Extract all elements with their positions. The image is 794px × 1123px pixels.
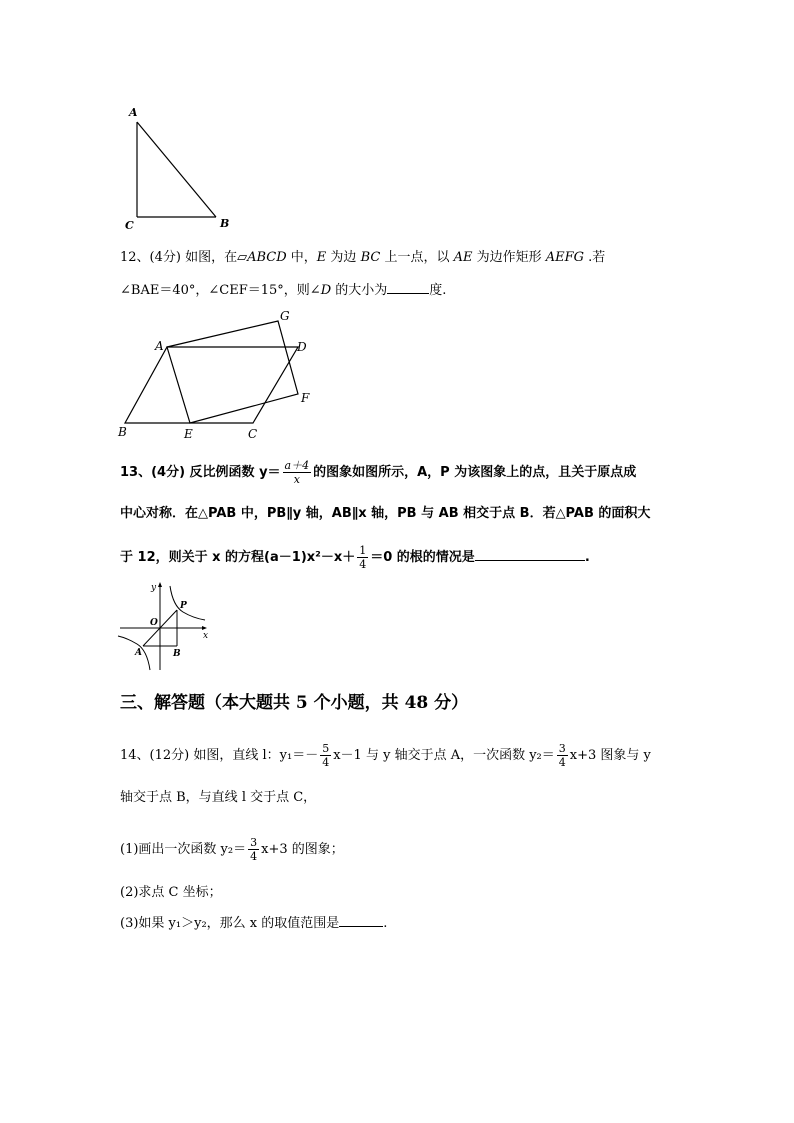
q14-p3-prefix: (3)如果 y₁＞y₂，那么 x 的取值范围是 — [120, 916, 340, 931]
fraction-denominator: 4 — [250, 850, 258, 863]
q12-angle1: ∠BAE＝40°， — [120, 283, 209, 298]
label-o: O — [150, 618, 158, 628]
q12-e: E — [316, 250, 327, 265]
q14-p2: (2)求点 C 坐标； — [120, 885, 222, 900]
q12-end1: .若 — [584, 250, 606, 265]
q13-line3 — [120, 544, 590, 571]
label-p: P — [180, 601, 187, 611]
hyperbola-branch-lower — [118, 636, 150, 670]
q12-answer-blank[interactable] — [387, 281, 429, 294]
label-b: B — [118, 425, 127, 439]
q12-prefix: 12、(4分) 如图，在 — [120, 250, 238, 265]
q14-l1-prefix: 14、(12分) 如图，直线 l：y₁＝－ — [120, 748, 319, 763]
q12-bc: BC — [360, 250, 381, 265]
parallelogram-symbol: ▱ — [237, 250, 248, 265]
fraction-denominator: 4 — [322, 756, 330, 769]
parallelogram-figure — [115, 305, 325, 445]
q14-fraction-three-quarters — [557, 742, 568, 769]
label-g: G — [280, 309, 290, 323]
q14-fraction-five-quarters — [320, 742, 331, 769]
hyperbola-figure — [115, 578, 215, 673]
q13-l3-end: . — [584, 550, 590, 565]
label-a: A — [129, 106, 138, 119]
q14-line1 — [120, 742, 651, 769]
label-x: x — [203, 631, 209, 641]
q14-line2 — [120, 789, 316, 807]
label-f: F — [301, 391, 310, 405]
label-d: D — [297, 340, 307, 354]
q12-abcd: ABCD — [247, 250, 287, 265]
label-y: y — [151, 583, 157, 593]
label-c: C — [248, 427, 258, 441]
q14-l1-suffix: x+3 图象与 y — [569, 748, 651, 763]
label-b: B — [173, 649, 181, 659]
q13-l1-prefix: 13、(4分) 反比例函数 y＝ — [120, 465, 281, 480]
parallelogram-abcd — [125, 347, 298, 423]
fraction-numerator: a＋4 — [284, 459, 310, 472]
q12-line1 — [120, 249, 605, 267]
q12-angle3: ∠D — [309, 283, 332, 298]
fraction-denominator: x — [293, 473, 300, 486]
fraction-numerator: 3 — [558, 742, 566, 755]
fraction-denominator: 4 — [359, 558, 367, 571]
q12-mid3: 上一点，以 — [380, 250, 454, 265]
q14-l1-mid: x－1 与 y 轴交于点 A，一次函数 y₂＝ — [333, 748, 555, 763]
q12-line2-end: 的大小为 — [331, 283, 388, 298]
label-b: B — [220, 217, 230, 230]
q12-aefg: AEFG — [545, 250, 585, 265]
fraction-denominator: 4 — [558, 756, 566, 769]
q13-l1-suffix: 的图象如图所示，A，P 为该图象上的点，且关于原点成 — [313, 465, 637, 480]
q13-l2: 中心对称．在△PAB 中，PB∥y 轴，AB∥x 轴，PB 与 AB 相交于点 B．若△PAB 的面积大 — [120, 506, 651, 521]
q12-ae: AE — [453, 250, 473, 265]
q14-part3 — [120, 914, 387, 933]
q12-angle2: ∠CEF＝15°， — [208, 283, 297, 298]
label-a: A — [135, 648, 142, 658]
q14-answer-blank[interactable] — [339, 914, 383, 927]
label-a: A — [155, 339, 164, 353]
q13-l3-prefix: 于 12，则关于 x 的方程(a－1)x²－x＋ — [120, 550, 356, 565]
q12-mid1: 中， — [286, 250, 317, 265]
q13-function-fraction — [283, 459, 312, 486]
label-e: E — [184, 427, 193, 441]
q14-p1-fraction — [248, 836, 259, 863]
fraction-numerator: 1 — [359, 544, 367, 557]
q14-p1-prefix: (1)画出一次函数 y₂＝ — [120, 842, 247, 857]
q12-line2-mid: 则 — [296, 283, 310, 298]
fraction-numerator: 3 — [250, 836, 258, 849]
q12-line2-tail: 度. — [429, 283, 447, 298]
q13-line1 — [120, 459, 636, 486]
y-axis-arrow — [158, 582, 162, 587]
q13-quarter-fraction — [357, 544, 368, 571]
q14-p3-end: . — [383, 916, 388, 931]
q14-part1 — [120, 836, 344, 863]
q12-mid2: 为边 — [326, 250, 361, 265]
section-three-heading: 三、解答题（本大题共 5 个小题，共 48 分） — [120, 693, 469, 713]
q13-l3-mid: ＝0 的根的情况是 — [370, 550, 475, 565]
q14-l2: 轴交于点 B，与直线 l 交于点 C， — [120, 790, 317, 805]
q14-p1-suffix: x+3 的图象； — [261, 842, 344, 857]
triangle-side-ab — [137, 122, 216, 217]
q13-line2 — [120, 505, 650, 523]
triangle-figure — [120, 100, 250, 240]
hyperbola-branch-upper — [170, 586, 205, 620]
rectangle-aefg — [167, 321, 298, 423]
q13-answer-blank[interactable] — [475, 548, 585, 561]
q12-mid4: 为边作矩形 — [472, 250, 546, 265]
fraction-numerator: 5 — [322, 742, 330, 755]
x-axis-arrow — [202, 626, 207, 630]
label-c: C — [125, 219, 134, 232]
q14-part2 — [120, 884, 222, 902]
q12-line2 — [120, 281, 446, 300]
